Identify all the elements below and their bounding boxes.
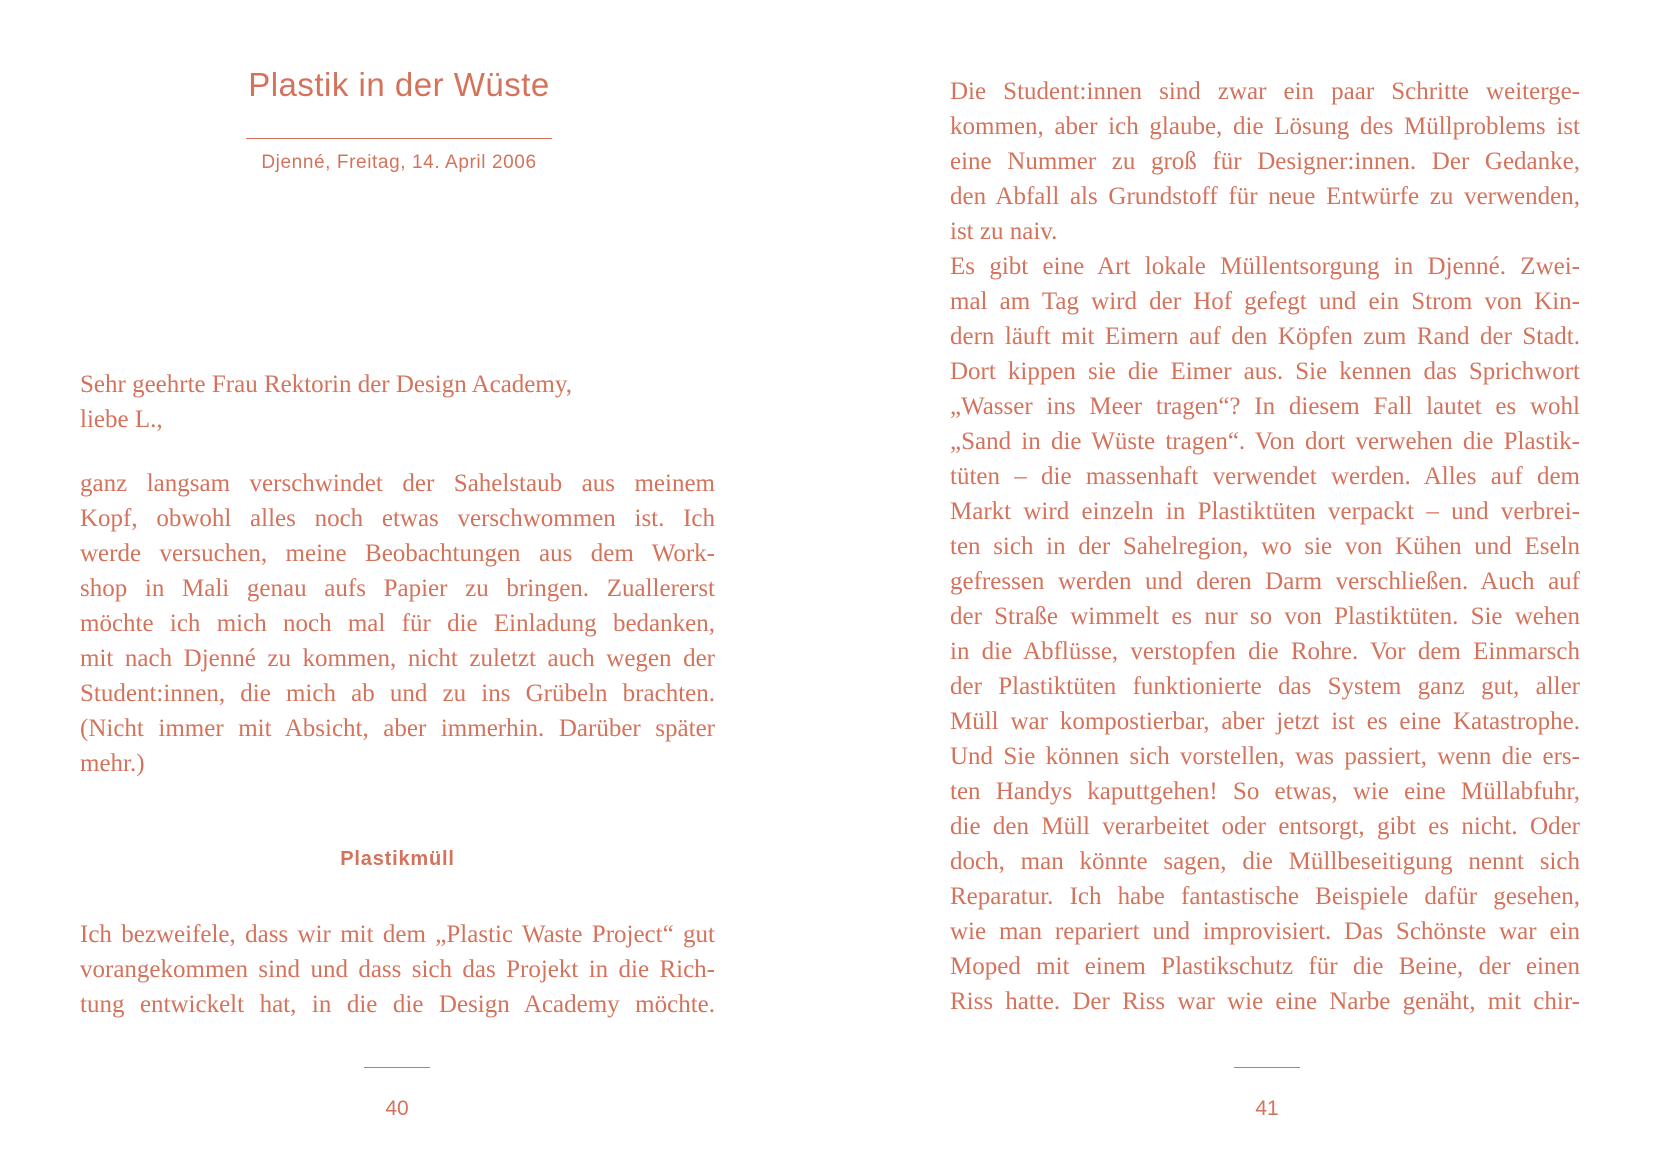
text-line: doch, man könnte sagen, die Müllbeseitigung nennt sich — [950, 848, 1580, 875]
text-line: Und Sie können sich vorstellen, was passiert, wenn die ers- — [950, 743, 1580, 770]
folio-divider — [1234, 1067, 1300, 1068]
text-line: Reparatur. Ich habe fantastische Beispiele dafür gesehen, — [950, 883, 1580, 910]
text-line: tung entwickelt hat, in die die Design Academy möchte. — [80, 991, 715, 1018]
text-line: shop in Mali genau aufs Papier zu bringen. Zuallererst — [80, 575, 715, 602]
salutation-line: liebe L., — [80, 406, 163, 433]
page-number: 41 — [1255, 1097, 1279, 1120]
text-line: Es gibt eine Art lokale Müllentsorgung in Djenné. Zwei- — [950, 253, 1580, 280]
salutation — [80, 367, 715, 437]
text-line: dern läuft mit Eimern auf den Köpfen zum Rand der Stadt. — [950, 323, 1580, 350]
text-line: möchte ich mich noch mal für die Einladung bedanken, — [80, 610, 715, 637]
text-line: die den Müll verarbeitet oder entsorgt, gibt es nicht. Oder — [950, 813, 1580, 840]
text-line: „Sand in die Wüste tragen“. Von dort verwehen die Plastik- — [950, 428, 1580, 455]
text-line: (Nicht immer mit Absicht, aber immerhin. Darüber später — [80, 715, 715, 742]
right-page — [827, 0, 1654, 1166]
text-line: Dort kippen sie die Eimer aus. Sie kennen das Sprichwort — [950, 358, 1580, 385]
text-line: gefressen werden und deren Darm verschließen. Auch auf — [950, 568, 1580, 595]
text-line: Ich bezweifele, dass wir mit dem „Plastic Waste Project“ gut — [80, 921, 715, 948]
text-line: „Wasser ins Meer tragen“? In diesem Fall lautet es wohl — [950, 393, 1580, 420]
paragraph — [80, 466, 715, 781]
text-line: tüten – die massenhaft verwendet werden. Alles auf dem — [950, 463, 1580, 490]
text-line: kommen, aber ich glaube, die Lösung des Müllproblems ist — [950, 113, 1580, 140]
text-line: eine Nummer zu groß für Designer:innen. Der Gedanke, — [950, 148, 1580, 175]
chapter-title: Plastik in der Wüste — [248, 66, 550, 103]
text-line: Student:innen, die mich ab und zu ins Grübeln brachten. — [80, 680, 715, 707]
text-line: der Straße wimmelt es nur so von Plastiktüten. Sie wehen — [950, 603, 1580, 630]
text-line: mehr.) — [80, 750, 145, 777]
text-line: den Abfall als Grundstoff für neue Entwürfe zu verwenden, — [950, 183, 1580, 210]
folio-divider — [364, 1067, 430, 1068]
text-line: wie man repariert und improvisiert. Das Schönste war ein — [950, 918, 1580, 945]
text-line: in die Abflüsse, verstopfen die Rohre. Vor dem Einmarsch — [950, 638, 1580, 665]
dateline: Djenné, Freitag, 14. April 2006 — [261, 152, 537, 173]
text-line: ten Handys kaputtgehen! So etwas, wie eine Müllabfuhr, — [950, 778, 1580, 805]
text-line: ten sich in der Sahelregion, wo sie von Kühen und Eseln — [950, 533, 1580, 560]
section-heading: Plastikmüll — [340, 848, 455, 870]
page-number: 40 — [385, 1097, 409, 1120]
title-divider — [246, 138, 552, 139]
text-line: Kopf, obwohl alles noch etwas verschwommen ist. Ich — [80, 505, 715, 532]
text-line: Markt wird einzeln in Plastiktüten verpackt – und verbrei- — [950, 498, 1580, 525]
text-line: ganz langsam verschwindet der Sahelstaub aus meinem — [80, 470, 715, 497]
text-line: der Plastiktüten funktionierte das System ganz gut, aller — [950, 673, 1580, 700]
text-line: mal am Tag wird der Hof gefegt und ein Strom von Kin- — [950, 288, 1580, 315]
body-text — [950, 74, 1580, 1019]
text-line: Riss hatte. Der Riss war wie eine Narbe genäht, mit chir- — [950, 988, 1580, 1015]
text-line: Müll war kompostierbar, aber jetzt ist es eine Katastrophe. — [950, 708, 1580, 735]
salutation-line: Sehr geehrte Frau Rektorin der Design Academy, — [80, 371, 572, 398]
text-line: Die Student:innen sind zwar ein paar Schritte weiterge- — [950, 78, 1580, 105]
paragraph — [80, 917, 715, 1022]
text-line: mit nach Djenné zu kommen, nicht zuletzt auch wegen der — [80, 645, 715, 672]
text-line: werde versuchen, meine Beobachtungen aus dem Work- — [80, 540, 715, 567]
text-line: Moped mit einem Plastikschutz für die Beine, der einen — [950, 953, 1580, 980]
text-line: vorangekommen sind und dass sich das Projekt in die Rich- — [80, 956, 715, 983]
text-line: ist zu naiv. — [950, 218, 1058, 245]
